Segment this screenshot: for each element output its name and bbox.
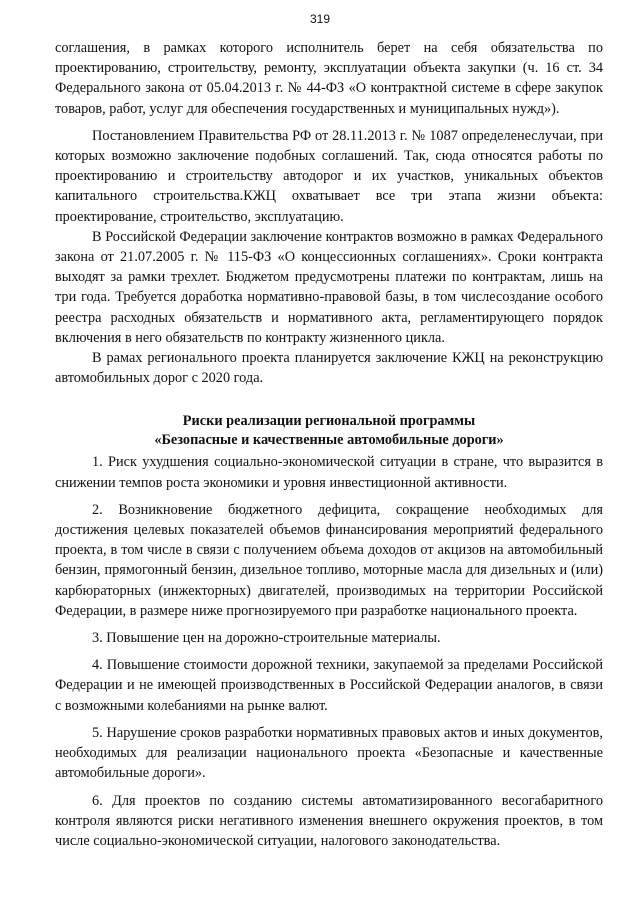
risk-item-3: 3. Повышение цен на дорожно-строительные материалы. [92, 630, 441, 647]
paragraph-concession-law: В Российской Федерации заключение контрактов возможно в рамках Федерального закона от 21.07.2005 г. № 115-ФЗ «О концессионных соглашениях». Сроки контракта выходят за рамки трехлет. Бюджетом предусмотрены платежи по контрактам, лишь на три года. Требуется доработка нормативно-правовой базы, в том числесоздание особого реестра расходных обязательств и нормативного акта, регламентирующего порядок включения в него обязательств по контракту жизненного цикла. [55, 228, 603, 346]
section-heading [55, 412, 603, 450]
risk-item-1: 1. Риск ухудшения социально-экономической ситуации в стране, что выразится в снижении темпов роста экономики и уровня инвестиционной активности. [55, 454, 603, 491]
risk-item-6: 6. Для проектов по созданию системы автоматизированного весогабаритного контроля являются риски негативного изменения внешнего окружения проектов, в том числе социально-экономической ситуации, налогового законодательства. [55, 792, 603, 849]
paragraph-government-decree: Постановлением Правительства РФ от 28.11.2013 г. № 1087 определенеслучаи, при которых возможно заключение подобных соглашений. Так, сюда относятся работы по проектированию и строительству автодорог и их участков, уникальных объектов капитального строительства.КЖЦ охватывает все три этапа жизни объекта: проектирование, строительство, эксплуатацию. [55, 127, 603, 225]
section-heading-line-1: Риски реализации региональной программы [182, 413, 476, 430]
paragraph-continuation: соглашения, в рамках которого исполнитель берет на себя обязательства по проектированию, строительству, ремонту, эксплуатации объекта закупки (ч. 16 ст. 34 Федерального закона от 05.04.2013 г. № 44-ФЗ «О контрактной системе в сфере закупок товаров, работ, услуг для обеспечения государственных и муниципальных нужд»). [55, 40, 603, 117]
page-number: 319 [309, 12, 331, 26]
risk-item-5: 5. Нарушение сроков разработки нормативных правовых актов и иных документов, необходимых для реализации национального проекта «Безопасные и качественные автомобильные дороги». [55, 724, 603, 782]
risk-item-2: 2. Возникновение бюджетного дефицита, сокращение необходимых для достижения целевых показателей объемов финансирования мероприятий федерального проекта, в том числе в связи с получением объема доходов от акцизов на автомобильный бензин, прямогонный бензин, дизельное топливо, моторные масла для дизельных и (или) карбюраторных (инжекторных) двигателей, производимых на территории Российской Федерации, в размере ниже прогнозируемого при разработке национального проекта. [55, 501, 603, 619]
risk-item-4: 4. Повышение стоимости дорожной техники, закупаемой за пределами Российской Федерации и не имеющей производственных в Российской Федерации аналогов, в связи с возможными колебаниями на рынке валют. [55, 657, 603, 714]
section-heading-line-2: «Безопасные и качественные автомобильные дороги» [154, 432, 504, 449]
paragraph-regional-project: В рамах регионального проекта планируется заключение КЖЦ на реконструкцию автомобильных дорог с 2020 года. [55, 350, 603, 387]
page-body [55, 38, 603, 851]
